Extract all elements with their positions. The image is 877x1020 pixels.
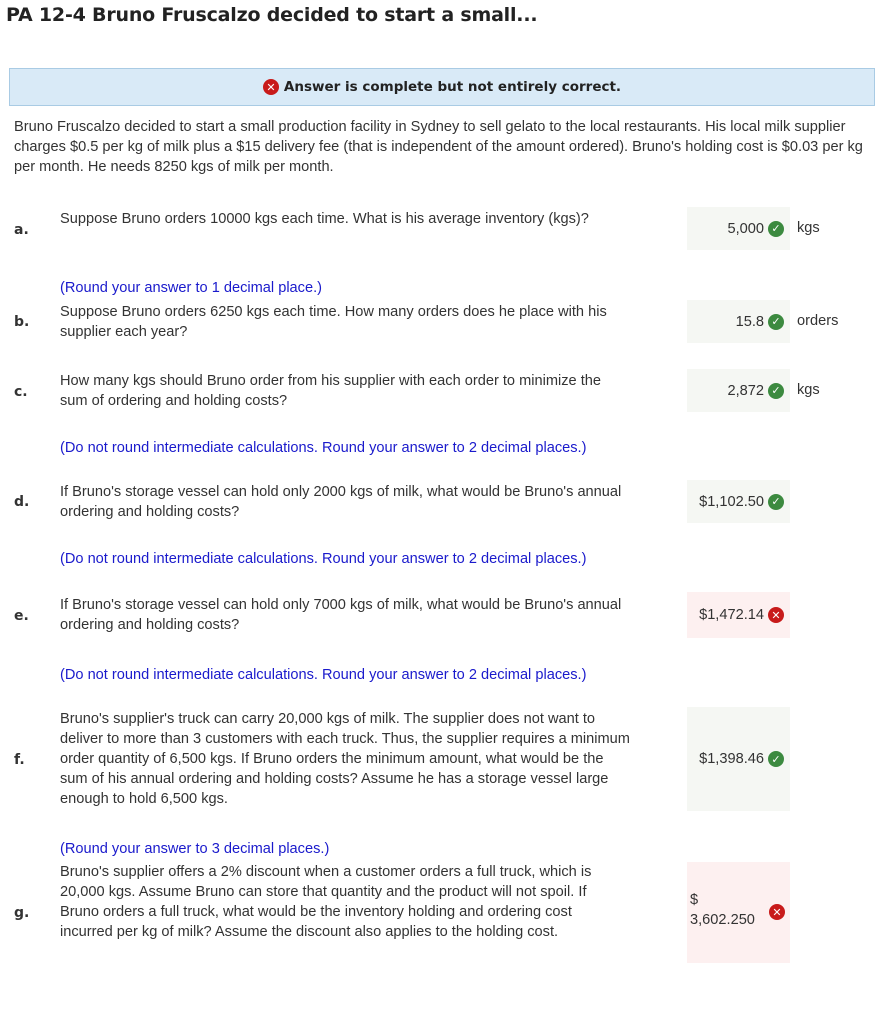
part-a-answer-value: 5,000 xyxy=(727,220,764,237)
part-a-unit: kgs xyxy=(797,220,820,236)
part-g-answer-prefix: $ xyxy=(690,892,699,908)
check-circle-icon: ✓ xyxy=(768,751,784,767)
x-circle-icon: ✕ xyxy=(263,79,279,95)
part-f-question: Bruno's supplier's truck can carry 20,000 kgs of milk. The supplier does not want to deliver to more than 3 customers with each truck. Thus, the supplier requires a minimum order quantity of 6,500 kgs. If Bruno orders the minimum amount, what would be the sum of his annual ordering and holding costs? Assume he has a storage vessel large enough to hold 6,500 kgs. xyxy=(60,711,630,807)
part-b-question: Suppose Bruno orders 6250 kgs each time. How many orders does he place with his supplier each year? xyxy=(60,304,607,340)
part-b-note: (Round your answer to 1 decimal place.) xyxy=(60,280,323,296)
part-b-letter: b. xyxy=(14,314,30,330)
check-circle-icon: ✓ xyxy=(768,221,784,237)
part-a-answer-field[interactable] xyxy=(687,207,790,250)
x-circle-icon: ✕ xyxy=(769,904,785,920)
part-f-letter: f. xyxy=(14,752,25,768)
part-a-question: Suppose Bruno orders 10000 kgs each time. What is his average inventory (kgs)? xyxy=(60,211,589,227)
check-circle-icon: ✓ xyxy=(768,494,784,510)
part-d-letter: d. xyxy=(14,494,30,510)
part-d-answer-value: $1,102.50 xyxy=(699,493,764,510)
part-g-question: Bruno's supplier offers a 2% discount when a customer orders a full truck, which is 20,000 kgs. Assume Bruno can store that quantity and the product will not spoil. If Bruno orders a full truck, what would be the inventory holding and ordering cost incurred per kg of milk? Assume the discount also applies to the holding cost. xyxy=(60,864,592,940)
part-d-answer-field[interactable] xyxy=(687,480,790,523)
part-b-unit: orders xyxy=(797,313,839,329)
page-title: PA 12-4 Bruno Fruscalzo decided to start a small... xyxy=(6,4,538,26)
part-c-letter: c. xyxy=(14,384,28,400)
problem-intro: Bruno Fruscalzo decided to start a small production facility in Sydney to sell gelato to the local restaurants. His local milk supplier charges $0.5 per kg of milk plus a $15 delivery fee (that is independent of the amount ordered). Bruno's holding cost is $0.03 per kg per month. He needs 8250 kgs of milk per month. xyxy=(14,119,863,175)
part-g-answer-field[interactable] xyxy=(687,862,790,963)
part-b-answer-field[interactable] xyxy=(687,300,790,343)
part-e-question: If Bruno's storage vessel can hold only 7000 kgs of milk, what would be Bruno's annual ordering and holding costs? xyxy=(60,597,622,633)
x-circle-icon: ✕ xyxy=(768,607,784,623)
part-c-unit: kgs xyxy=(797,382,820,398)
part-c-answer-field[interactable] xyxy=(687,369,790,412)
part-b-answer-value: 15.8 xyxy=(735,313,764,330)
part-f-note: (Do not round intermediate calculations. Round your answer to 2 decimal places.) xyxy=(60,667,587,683)
part-d-note: (Do not round intermediate calculations. Round your answer to 2 decimal places.) xyxy=(60,440,587,456)
part-a-letter: a. xyxy=(14,222,29,238)
part-d-question: If Bruno's storage vessel can hold only 2000 kgs of milk, what would be Bruno's annual ordering and holding costs? xyxy=(60,484,622,520)
part-e-answer-value: $1,472.14 xyxy=(699,607,764,623)
part-e-letter: e. xyxy=(14,608,29,624)
status-message: Answer is complete but not entirely correct. xyxy=(283,79,622,95)
part-e-note: (Do not round intermediate calculations. Round your answer to 2 decimal places.) xyxy=(60,551,587,567)
status-banner xyxy=(9,68,875,106)
check-circle-icon: ✓ xyxy=(768,383,784,399)
part-e-answer-field[interactable] xyxy=(687,592,790,638)
part-f-answer-value: $1,398.46 xyxy=(699,751,764,767)
part-c-answer-value: 2,872 xyxy=(727,382,764,399)
part-f-answer-field[interactable] xyxy=(687,707,790,811)
check-circle-icon: ✓ xyxy=(768,314,784,330)
part-g-letter: g. xyxy=(14,905,30,921)
part-g-answer-value: 3,602.250 xyxy=(690,912,755,928)
part-c-question: How many kgs should Bruno order from his supplier with each order to minimize the sum of ordering and holding costs? xyxy=(60,373,602,409)
part-g-note: (Round your answer to 3 decimal places.) xyxy=(60,841,330,857)
